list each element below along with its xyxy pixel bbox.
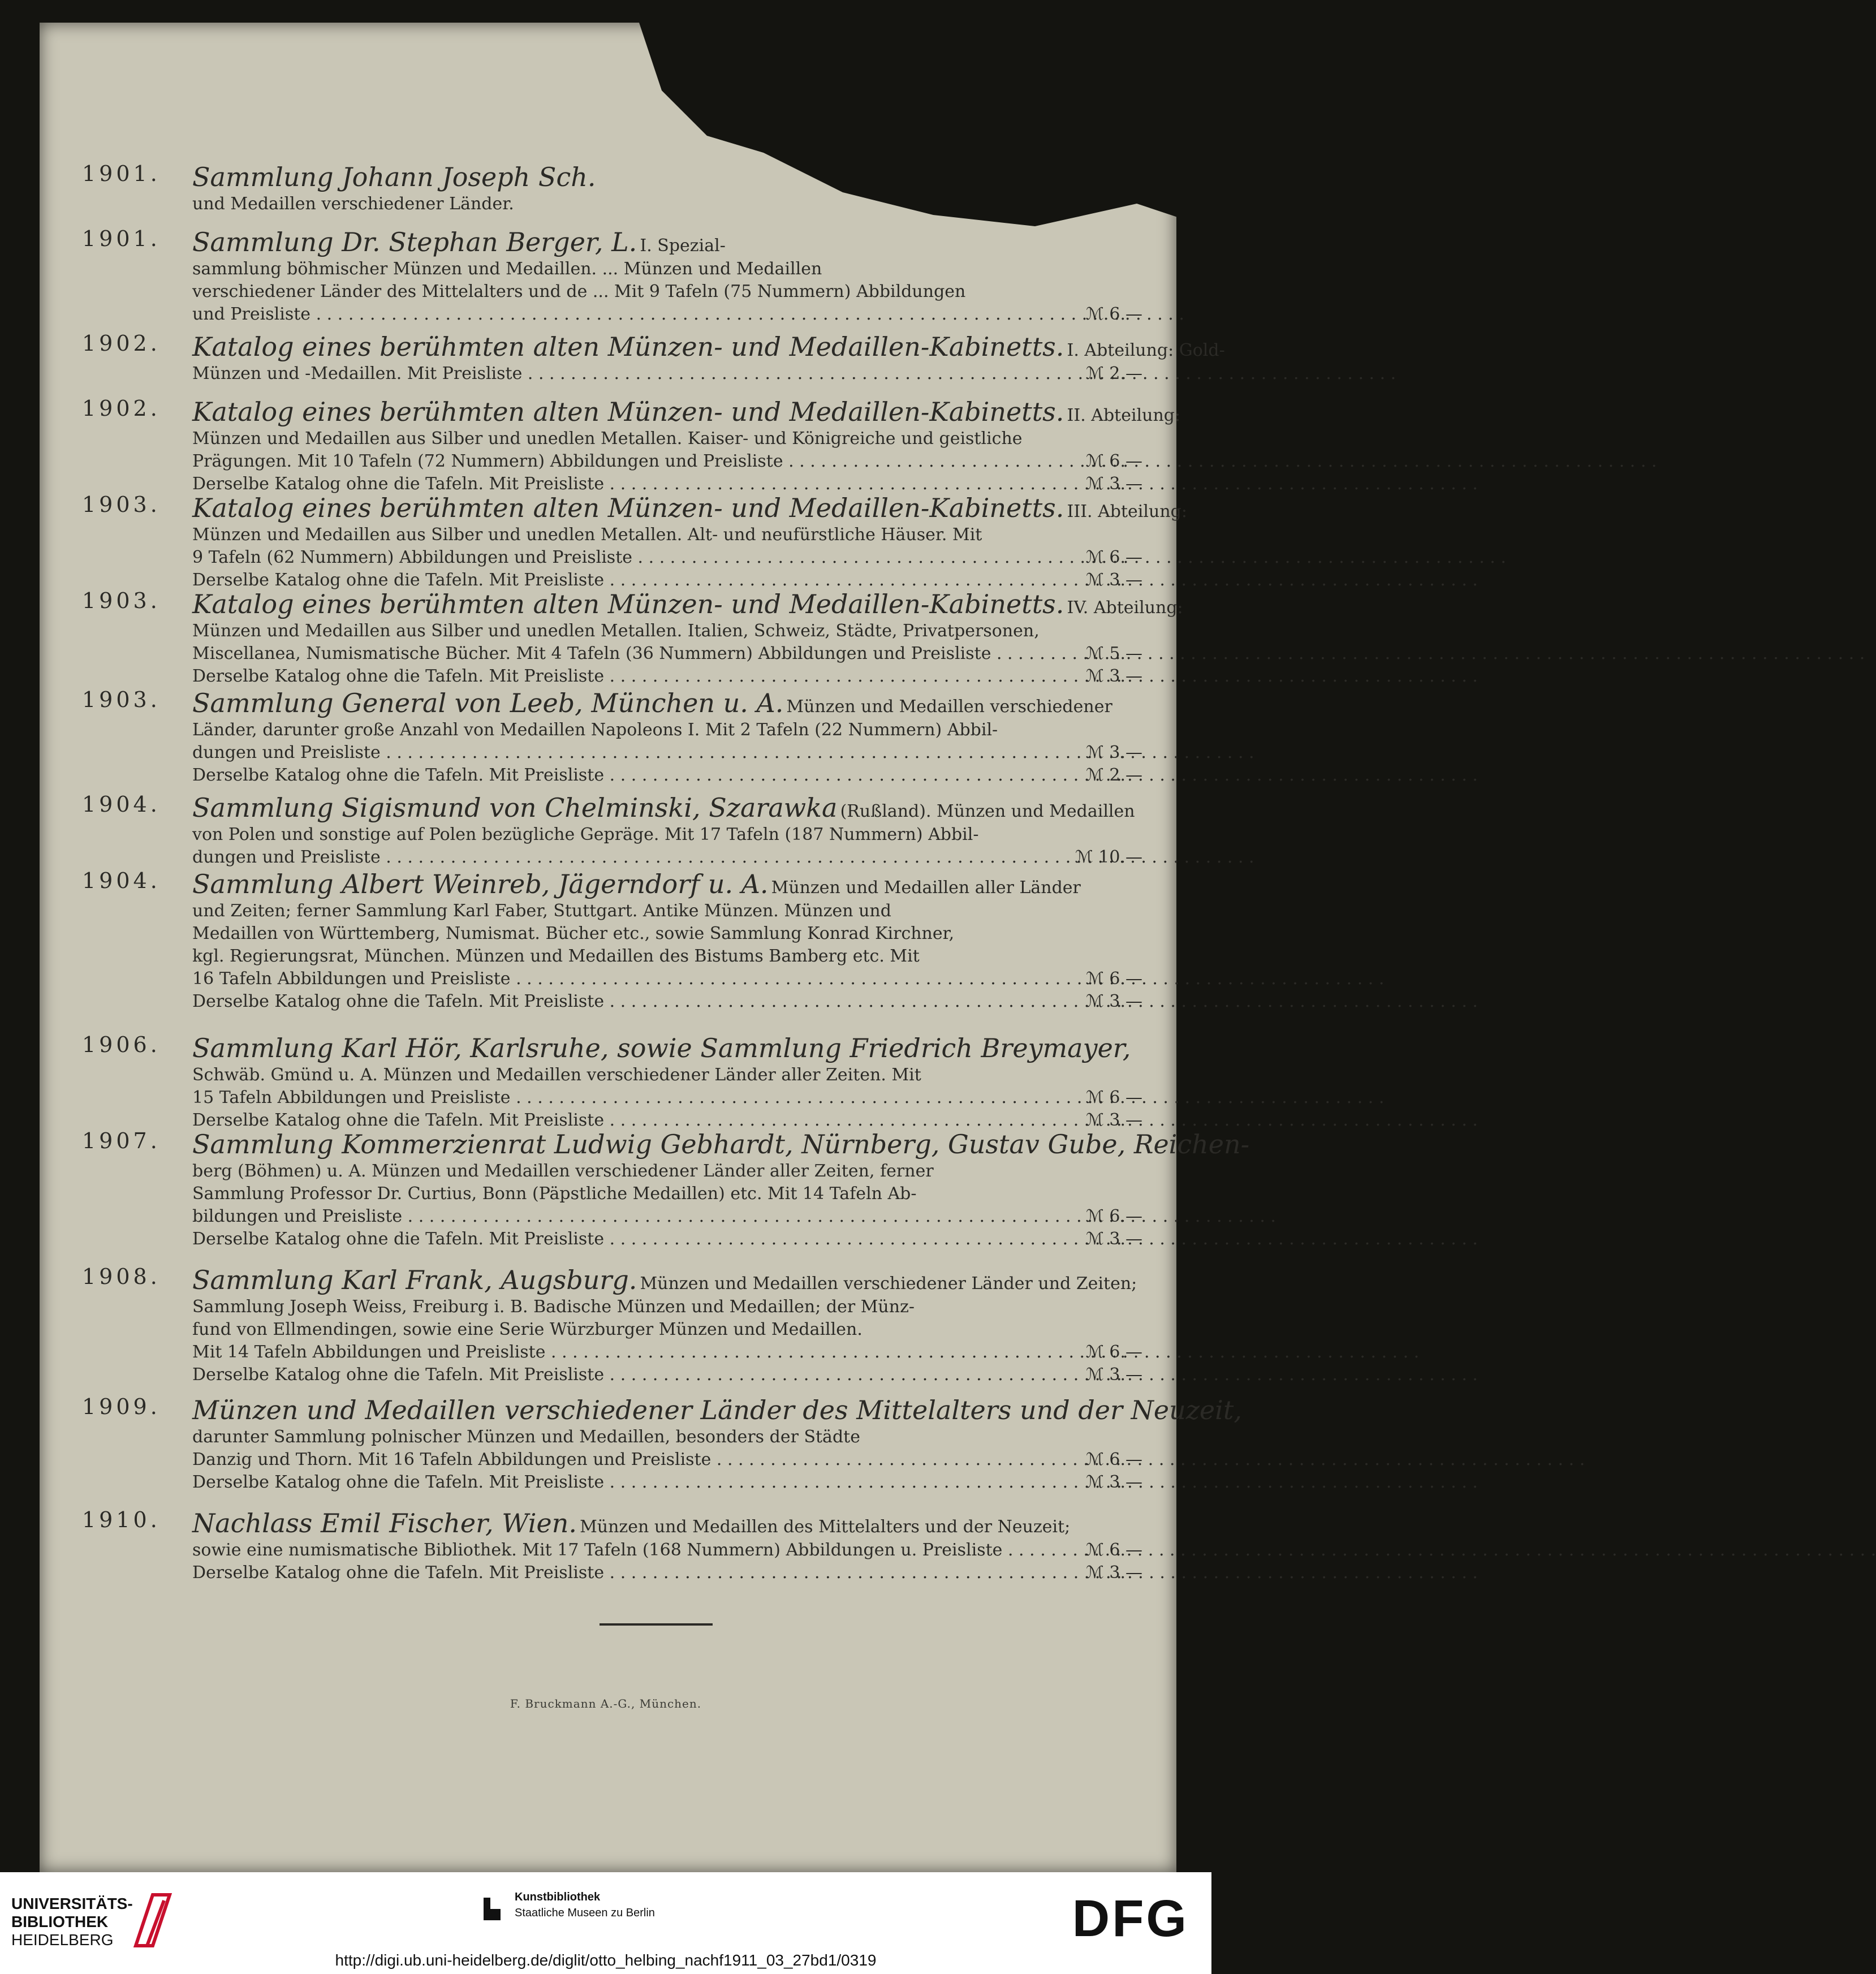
price-value: ℳ 6.— xyxy=(1081,1539,1142,1562)
entry-year: 1903. xyxy=(82,588,161,613)
price-label: Derselbe Katalog ohne die Tafeln. Mit Preisliste . . . xyxy=(192,1563,1478,1583)
dfg-logo[interactable]: DFG xyxy=(1072,1890,1189,1947)
entry-line: darunter Sammlung polnischer Münzen und Medaillen, besonders der Städte xyxy=(192,1427,860,1447)
price-line xyxy=(192,363,1142,385)
entry-description: I. Spezial- xyxy=(640,236,726,256)
ub-logo-line-3: HEIDELBERG xyxy=(11,1931,114,1949)
catalog-entry xyxy=(82,868,1142,1013)
catalog-entry xyxy=(82,331,1225,385)
kunstbibliothek-logo[interactable] xyxy=(515,1889,655,1921)
entry-line: fund von Ellmendingen, sowie eine Serie Würzburger Münzen und Medaillen. xyxy=(192,1320,862,1339)
entry-title: Sammlung Karl Hör, Karlsruhe, sowie Sammlung Friedrich Breymayer, xyxy=(192,1033,1131,1063)
ub-heidelberg-logo[interactable] xyxy=(11,1895,133,1949)
entry-description: Münzen und Medaillen verschiedener Länder und Zeiten; xyxy=(640,1274,1137,1294)
entry-heading xyxy=(192,1394,1242,1426)
price-label: Mit 14 Tafeln Abbildungen und Preisliste . . . xyxy=(192,1342,1419,1362)
entry-year: 1909. xyxy=(82,1394,161,1419)
entry-description: (Rußland). Münzen und Medaillen xyxy=(840,801,1135,821)
entry-year: 1907. xyxy=(82,1128,161,1153)
price-label: Danzig und Thorn. Mit 16 Tafeln Abbildungen und Preisliste . . . xyxy=(192,1450,1585,1469)
catalog-entry xyxy=(82,1032,1142,1132)
entry-title: Sammlung Sigismund von Chelminski, Szarawka xyxy=(192,792,838,823)
entry-title: Sammlung Albert Weinreb, Jägerndorf u. A. xyxy=(192,869,769,899)
price-label: Derselbe Katalog ohne die Tafeln. Mit Preisliste . . . xyxy=(192,1472,1478,1492)
entry-year: 1908. xyxy=(82,1264,161,1289)
entry-line: Länder, darunter große Anzahl von Medaillen Napoleons I. Mit 2 Tafeln (22 Nummern) Abbil- xyxy=(192,720,998,740)
catalog-entry xyxy=(82,226,1142,326)
entry-title: Katalog eines berühmten alten Münzen- und Medaillen-Kabinetts. xyxy=(192,396,1064,427)
entry-description: Münzen und Medaillen verschiedener xyxy=(786,697,1112,717)
price-label: Derselbe Katalog ohne die Tafeln. Mit Preisliste . . . xyxy=(192,1110,1478,1130)
price-value: ℳ 3.— xyxy=(1081,990,1142,1013)
price-label: 9 Tafeln (62 Nummern) Abbildungen und Preisliste . . . xyxy=(192,548,1506,567)
price-label: 15 Tafeln Abbildungen und Preisliste . . . xyxy=(192,1088,1384,1107)
price-label: Prägungen. Mit 10 Tafeln (72 Nummern) Abbildungen und Preisliste . . . xyxy=(192,451,1657,471)
entry-heading xyxy=(192,588,1183,620)
entry-line: Schwäb. Gmünd u. A. Münzen und Medaillen verschiedener Länder aller Zeiten. Mit xyxy=(192,1065,921,1085)
price-label: 16 Tafeln Abbildungen und Preisliste . . . xyxy=(192,969,1384,989)
catalog-entry xyxy=(82,1128,1250,1251)
entry-description: II. Abteilung: xyxy=(1067,406,1181,425)
entry-heading xyxy=(192,868,1142,900)
entry-title: Sammlung Johann Joseph Sch. xyxy=(192,162,596,192)
price-value: ℳ 6.— xyxy=(1081,1341,1142,1364)
price-value: ℳ 3.— xyxy=(1081,1364,1142,1386)
price-line xyxy=(192,303,1142,326)
entry-line: Medaillen von Württemberg, Numismat. Bücher etc., sowie Sammlung Konrad Kirchner, xyxy=(192,924,955,943)
price-label: sowie eine numismatische Bibliothek. Mit 17 Tafeln (168 Nummern) Abbildungen u. Preisliste . . . xyxy=(192,1540,1876,1560)
entry-title: Münzen und Medaillen verschiedener Länder des Mittelalters und der Neuzeit, xyxy=(192,1395,1242,1425)
entry-heading xyxy=(192,1507,1142,1539)
entry-line: kgl. Regierungsrat, München. Münzen und Medaillen des Bistums Bamberg etc. Mit xyxy=(192,946,920,966)
price-line xyxy=(192,968,1142,990)
price-value: ℳ 5.— xyxy=(1081,643,1142,665)
entry-heading xyxy=(192,1264,1142,1296)
entry-title: Nachlass Emil Fischer, Wien. xyxy=(192,1508,577,1538)
entry-title: Sammlung Karl Frank, Augsburg. xyxy=(192,1265,637,1295)
price-line xyxy=(192,1341,1142,1364)
price-value: ℳ 6.— xyxy=(1081,1449,1142,1471)
source-url[interactable]: http://digi.ub.uni-heidelberg.de/diglit/otto_helbing_nachf1911_03_27bd1/0319 xyxy=(335,1951,877,1969)
entry-line: Münzen und Medaillen aus Silber und unedlen Metallen. Italien, Schweiz, Städte, Privatpersonen, xyxy=(192,621,1040,641)
price-label: Derselbe Katalog ohne die Tafeln. Mit Preisliste . . . xyxy=(192,765,1478,785)
kb-logo-line-1: Kunstbibliothek xyxy=(515,1891,601,1903)
price-line xyxy=(192,1539,1142,1562)
kb-logo-line-2: Staatliche Museen zu Berlin xyxy=(515,1907,655,1919)
entry-line: Sammlung Joseph Weiss, Freiburg i. B. Badische Münzen und Medaillen; der Münz- xyxy=(192,1297,915,1317)
entry-line: und Zeiten; ferner Sammlung Karl Faber, Stuttgart. Antike Münzen. Münzen und xyxy=(192,901,891,921)
entry-title: Katalog eines berühmten alten Münzen- und Medaillen-Kabinetts. xyxy=(192,589,1064,619)
price-value: ℳ 3.— xyxy=(1081,1228,1142,1251)
entry-line: berg (Böhmen) u. A. Münzen und Medaillen verschiedener Länder aller Zeiten, ferner xyxy=(192,1161,934,1181)
price-value: ℳ 3.— xyxy=(1081,742,1142,764)
price-value: ℳ 6.— xyxy=(1081,303,1142,326)
price-value: ℳ 3.— xyxy=(1081,1109,1142,1132)
price-label: Derselbe Katalog ohne die Tafeln. Mit Preisliste . . . xyxy=(192,992,1478,1011)
price-line xyxy=(192,1205,1142,1228)
entry-line: Münzen und Medaillen aus Silber und unedlen Metallen. Alt- und neufürstliche Häuser. Mit xyxy=(192,525,982,545)
entry-year: 1904. xyxy=(82,792,161,817)
torn-corner xyxy=(639,23,1205,260)
price-line xyxy=(192,546,1142,569)
entry-line: von Polen und sonstige auf Polen bezügliche Gepräge. Mit 17 Tafeln (187 Nummern) Abbil- xyxy=(192,825,979,844)
ub-logo-line-2: BIBLIOTHEK xyxy=(11,1913,109,1930)
entry-heading xyxy=(192,492,1187,524)
price-value: ℳ 3.— xyxy=(1081,1471,1142,1494)
entry-title: Katalog eines berühmten alten Münzen- und Medaillen-Kabinetts. xyxy=(192,331,1064,362)
price-value: ℳ 6.— xyxy=(1081,968,1142,990)
ub-mark-icon xyxy=(130,1889,175,1951)
price-label: Derselbe Katalog ohne die Tafeln. Mit Preisliste . . . xyxy=(192,570,1478,590)
entry-description: III. Abteilung: xyxy=(1067,502,1187,521)
price-value: ℳ 3.— xyxy=(1081,473,1142,495)
price-line xyxy=(192,1449,1142,1471)
catalog-entry xyxy=(82,1264,1142,1386)
entry-year: 1906. xyxy=(82,1032,161,1057)
price-label: Derselbe Katalog ohne die Tafeln. Mit Preisliste . . . xyxy=(192,1229,1478,1249)
ub-logo-line-1: UNIVERSITÄTS- xyxy=(11,1895,133,1912)
entry-line: Münzen und Medaillen aus Silber und unedlen Metallen. Kaiser- und Königreiche und geistliche xyxy=(192,429,1023,449)
entry-heading xyxy=(192,687,1142,719)
catalog-entry xyxy=(82,492,1187,592)
entry-year: 1910. xyxy=(82,1507,161,1532)
price-value: ℳ 3.— xyxy=(1081,569,1142,592)
entry-description: IV. Abteilung: xyxy=(1067,598,1183,618)
price-label: Derselbe Katalog ohne die Tafeln. Mit Preisliste . . . xyxy=(192,666,1478,686)
entry-heading xyxy=(192,161,1142,193)
entry-heading xyxy=(192,1032,1142,1064)
catalog-entry xyxy=(82,161,1142,215)
price-line xyxy=(192,1364,1142,1386)
entry-description: Münzen und Medaillen aller Länder xyxy=(771,878,1081,898)
kunstbibliothek-mark-icon xyxy=(481,1895,503,1929)
entry-description: Münzen und Medaillen des Mittelalters und der Neuzeit; xyxy=(580,1517,1071,1537)
price-line xyxy=(192,1087,1142,1109)
price-line xyxy=(192,764,1142,787)
entry-line: Sammlung Professor Dr. Curtius, Bonn (Päpstliche Medaillen) etc. Mit 14 Tafeln Ab- xyxy=(192,1184,917,1204)
price-label: Münzen und -Medaillen. Mit Preisliste . . . xyxy=(192,364,1396,383)
price-line xyxy=(192,665,1142,688)
price-label: Derselbe Katalog ohne die Tafeln. Mit Preisliste . . . xyxy=(192,1365,1478,1385)
price-value: ℳ 2.— xyxy=(1081,764,1142,787)
catalog-entry xyxy=(82,588,1183,688)
price-label: Derselbe Katalog ohne die Tafeln. Mit Preisliste . . . xyxy=(192,474,1478,494)
entry-heading xyxy=(192,226,1142,258)
entry-line: verschiedener Länder des Mittelalters und de ... Mit 9 Tafeln (75 Nummern) Abbildungen xyxy=(192,282,966,301)
entry-line: sammlung böhmischer Münzen und Medaillen. ... Münzen und Medaillen xyxy=(192,259,822,279)
price-line xyxy=(192,1228,1142,1251)
entry-title: Sammlung Kommerzienrat Ludwig Gebhardt, Nürnberg, Gustav Gube, Reichen- xyxy=(192,1129,1250,1160)
entry-heading xyxy=(192,792,1142,824)
price-value: ℳ 10.— xyxy=(1071,846,1142,869)
entry-year: 1901. xyxy=(82,226,161,251)
price-label: bildungen und Preisliste . . . xyxy=(192,1206,1276,1226)
entry-year: 1902. xyxy=(82,331,161,356)
price-line xyxy=(192,742,1142,764)
entry-year: 1902. xyxy=(82,396,161,421)
price-value: ℳ 3.— xyxy=(1081,665,1142,688)
price-line xyxy=(192,846,1142,869)
entry-year: 1903. xyxy=(82,687,161,712)
entry-title: Sammlung Dr. Stephan Berger, L. xyxy=(192,227,637,257)
printer-imprint: F. Bruckmann A.-G., München. xyxy=(510,1697,702,1710)
catalog-entry xyxy=(82,792,1142,869)
price-value: ℳ 3.— xyxy=(1081,1562,1142,1584)
catalog-entry xyxy=(82,687,1142,787)
price-value: ℳ 6 — xyxy=(1081,1087,1142,1109)
entry-line: und Medaillen verschiedener Länder. xyxy=(192,194,514,214)
price-line xyxy=(192,1471,1142,1494)
price-line xyxy=(192,1562,1142,1584)
price-label: dungen und Preisliste . . . xyxy=(192,847,1254,867)
entry-title: Katalog eines berühmten alten Münzen- und Medaillen-Kabinetts. xyxy=(192,493,1064,523)
catalog-entry xyxy=(82,1507,1142,1584)
price-value: ℳ 2.— xyxy=(1081,363,1142,385)
price-value: ℳ 6.— xyxy=(1081,450,1142,473)
entry-heading xyxy=(192,1128,1250,1160)
price-value: ℳ 6.— xyxy=(1081,1205,1142,1228)
entry-title: Sammlung General von Leeb, München u. A. xyxy=(192,688,784,718)
entry-heading xyxy=(192,331,1225,363)
catalog-entry xyxy=(82,1394,1242,1494)
price-label: dungen und Preisliste . . . xyxy=(192,743,1254,762)
entry-year: 1901. xyxy=(82,161,161,186)
entry-year: 1903. xyxy=(82,492,161,517)
entry-year: 1904. xyxy=(82,868,161,893)
entry-heading xyxy=(192,396,1181,428)
price-line xyxy=(192,643,1142,665)
catalog-entry xyxy=(82,396,1181,495)
entry-description: I. Abteilung: Gold- xyxy=(1067,341,1225,360)
price-label: und Preisliste . . . xyxy=(192,304,1184,324)
price-line xyxy=(192,450,1142,473)
price-label: Miscellanea, Numismatische Bücher. Mit 4 Tafeln (36 Nummern) Abbildungen und Preisliste . . . xyxy=(192,644,1865,663)
divider-rule xyxy=(600,1623,713,1626)
price-value: ℳ 6.— xyxy=(1081,546,1142,569)
price-line xyxy=(192,990,1142,1013)
footer-bar xyxy=(0,1872,1211,1974)
